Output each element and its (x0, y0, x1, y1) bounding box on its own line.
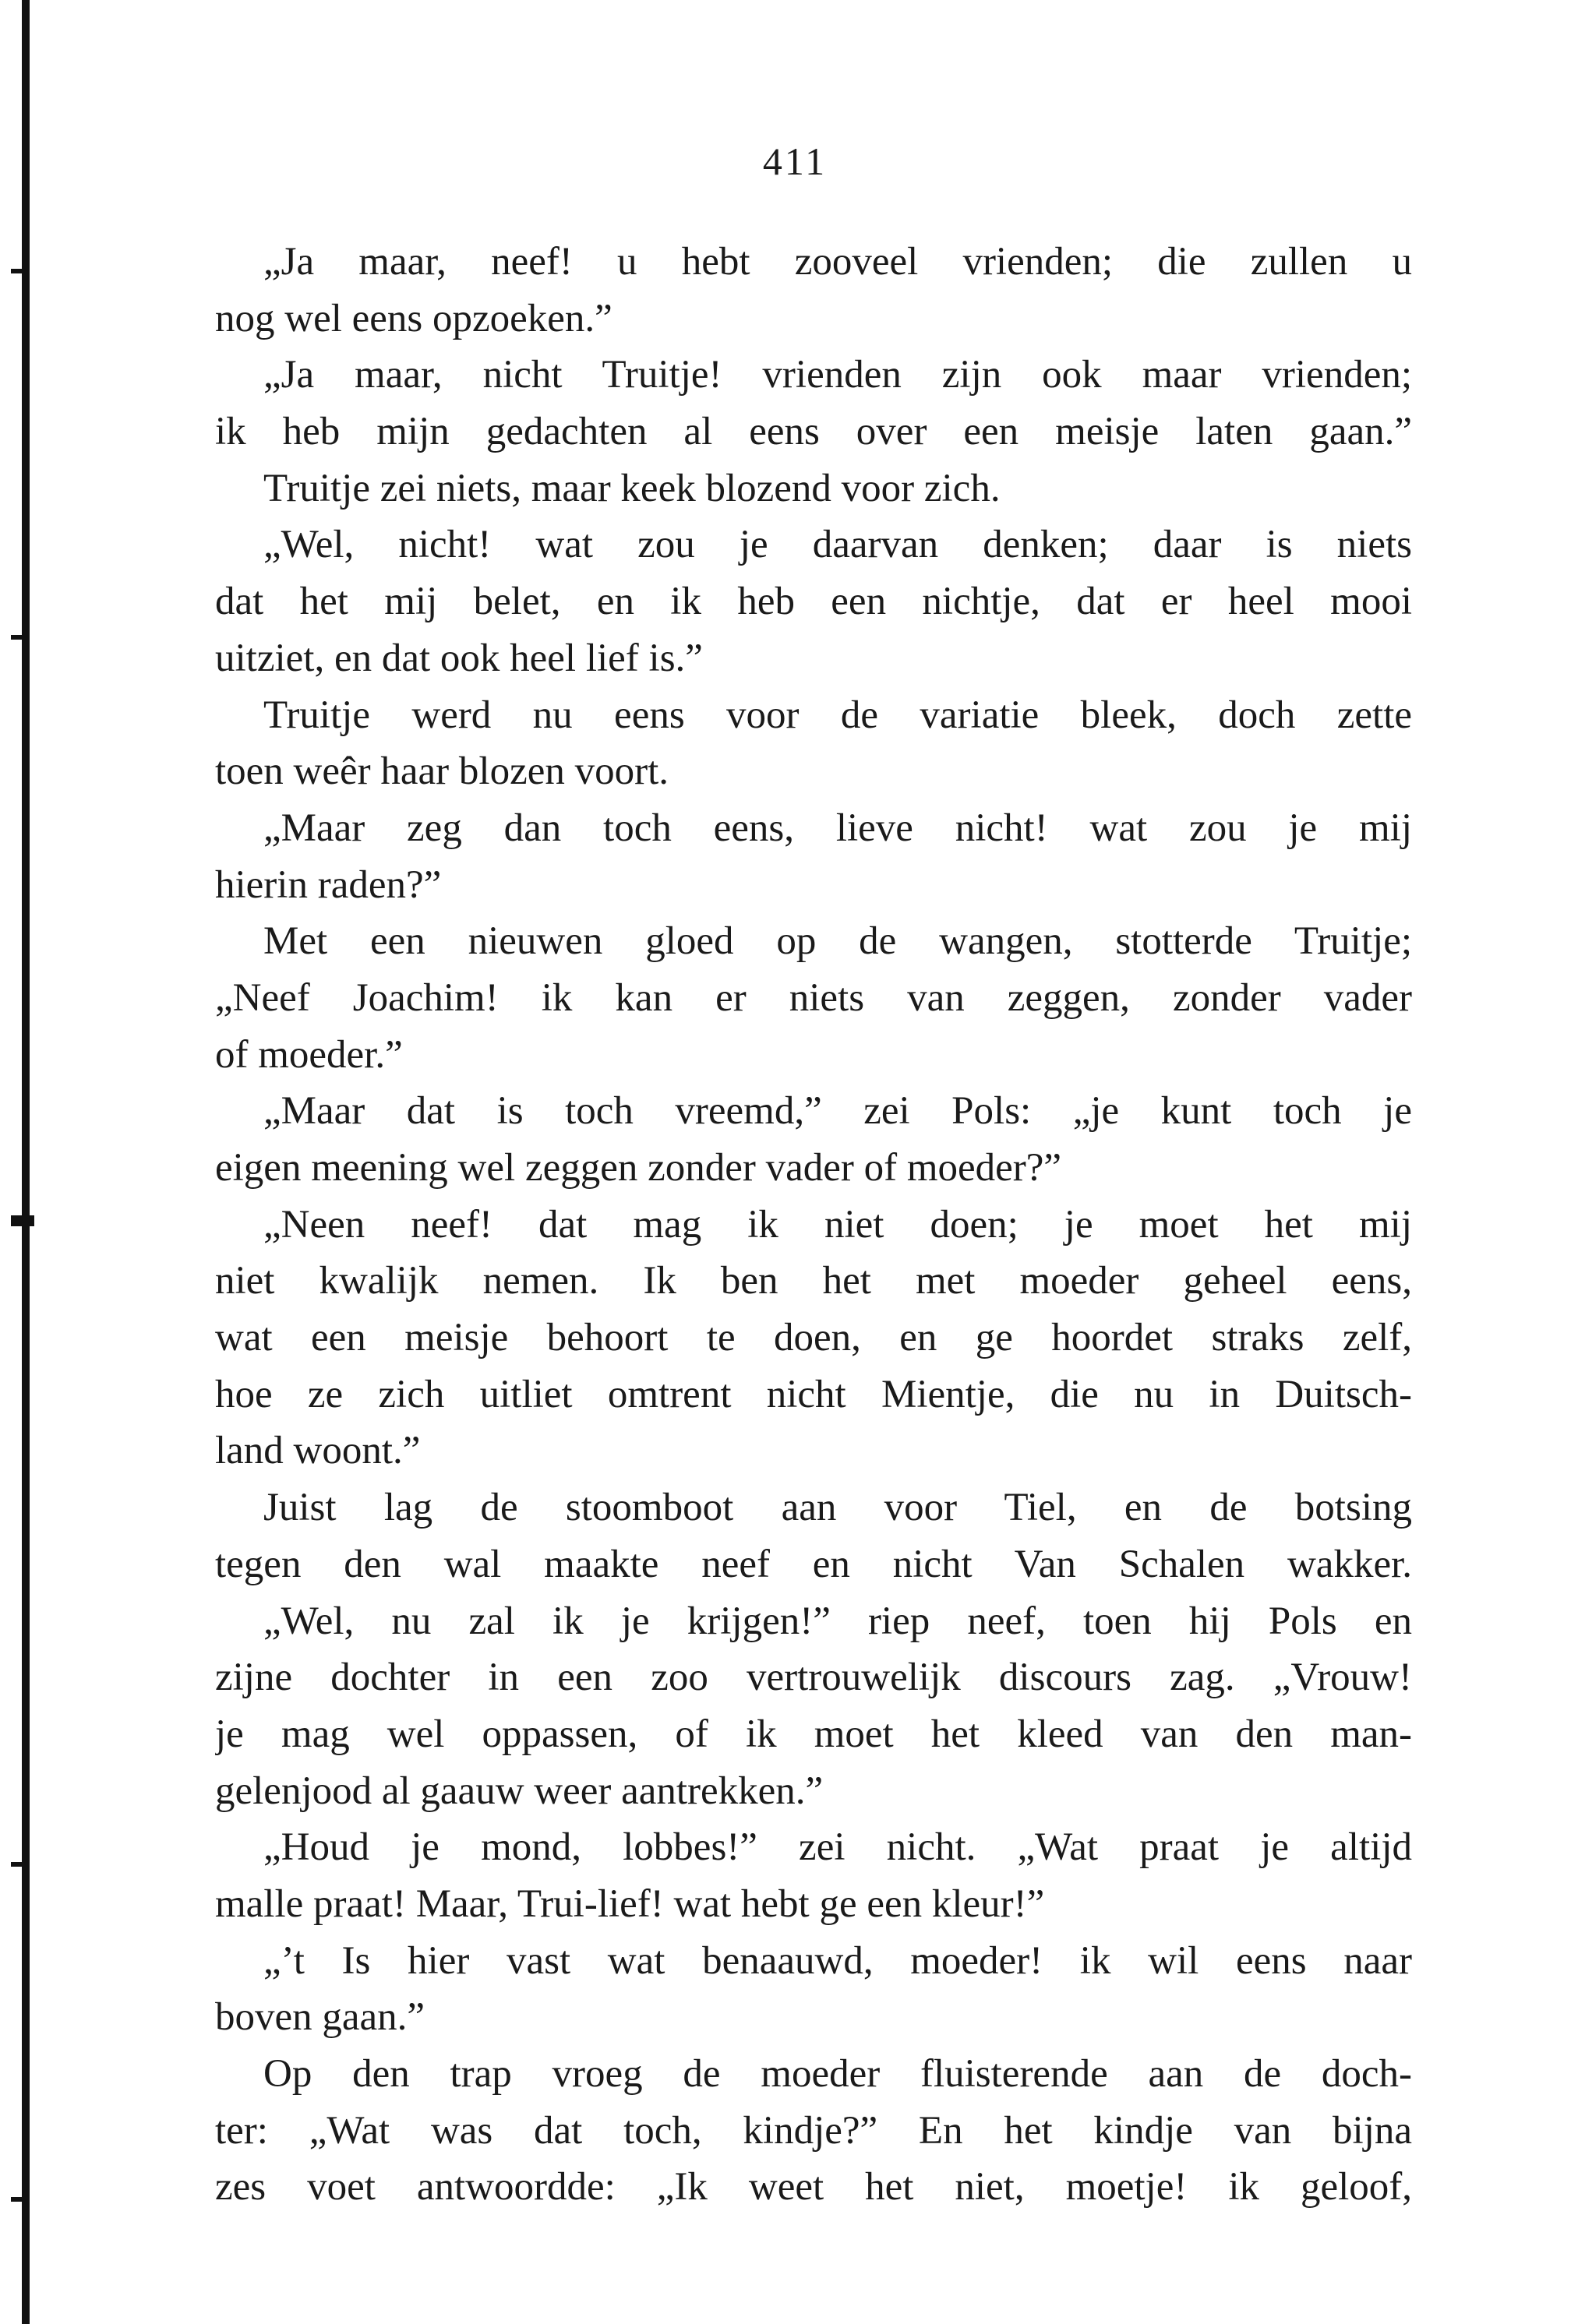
text-line: boven gaan.” (215, 1995, 425, 2040)
text-line: ik heb mijn gedachten al eens over een meisje laten gaan.” (215, 410, 1412, 454)
text-line: land woont.” (215, 1429, 421, 1473)
text-line: gelenjood al gaauw weer aantrekken.” (215, 1769, 824, 1813)
body-text (215, 234, 1412, 2216)
edge-mark (11, 1215, 34, 1226)
text-line: nog wel eens opzoeken.” (215, 296, 612, 340)
text-line: zijne dochter in een zoo vertrouwelijk discours zag. „Vrouw! (215, 1656, 1412, 1700)
edge-mark (11, 635, 30, 640)
text-line: ter: „Wat was dat toch, kindje?” En het kindje van bijna (215, 2108, 1412, 2153)
text-line: eigen meening wel zeggen zonder vader of moeder?” (215, 1146, 1062, 1190)
text-line: hoe ze zich uitliet omtrent nicht Mientje, die nu in Duitsch- (215, 1372, 1412, 1416)
text-line: „Wel, nu zal ik je krijgen!” riep neef, toen hij Pols en (263, 1599, 1412, 1643)
text-line: „Ja maar, nicht Truitje! vrienden zijn ook maar vrienden; (263, 353, 1412, 397)
text-line: je mag wel oppassen, of ik moet het kleed van den man- (215, 1712, 1412, 1756)
text-line: zes voet antwoordde: „Ik weet het niet, moetje! ik geloof, (215, 2165, 1412, 2209)
text-line: Truitje zei niets, maar keek blozend voor zich. (263, 466, 1001, 510)
text-line: malle praat! Maar, Trui-lief! wat hebt ge een kleur!” (215, 1881, 1045, 1926)
text-line: tegen den wal maakte neef en nicht Van Schalen wakker. (215, 1542, 1412, 1586)
text-line: toen weêr haar blozen voort. (215, 749, 669, 794)
text-line: Truitje werd nu eens voor de variatie bleek, doch zette (263, 693, 1412, 737)
edge-mark (11, 2197, 30, 2202)
text-line: „Wel, nicht! wat zou je daarvan denken; daar is niets (263, 523, 1412, 567)
text-line: hierin raden?” (215, 862, 442, 907)
text-line: Op den trap vroeg de moeder fluisterende aan de doch- (263, 2052, 1412, 2096)
text-line: niet kwalijk nemen. Ik ben het met moeder geheel eens, (215, 1259, 1412, 1303)
text-line: Met een nieuwen gloed op de wangen, stotterde Truitje; (263, 919, 1412, 964)
text-line: Juist lag de stoomboot aan voor Tiel, en de botsing (263, 1486, 1412, 1530)
text-line: of moeder.” (215, 1032, 403, 1077)
text-line: „Maar zeg dan toch eens, lieve nicht! wat zou je mij (263, 806, 1412, 850)
text-line: „Neef Joachim! ik kan er niets van zeggen, zonder vader (215, 975, 1412, 1020)
text-line: uitziet, en dat ook heel lief is.” (215, 636, 703, 680)
text-line: dat het mij belet, en ik heb een nichtje, dat er heel mooi (215, 580, 1412, 624)
page-number: 411 (762, 139, 828, 183)
text-line: „Maar dat is toch vreemd,” zei Pols: „je kunt toch je (263, 1089, 1412, 1134)
text-line: „’t Is hier vast wat benaauwd, moeder! ik wil eens naar (263, 1938, 1412, 1983)
edge-mark (11, 1862, 30, 1867)
text-line: „Houd je mond, lobbes!” zei nicht. „Wat praat je altijd (263, 1825, 1412, 1870)
text-line: wat een meisje behoort te doen, en ge hoordet straks zelf, (215, 1316, 1412, 1360)
edge-mark (11, 269, 30, 273)
text-line: „Neen neef! dat mag ik niet doen; je moet het mij (263, 1202, 1412, 1247)
text-line: „Ja maar, neef! u hebt zooveel vrienden; die zullen u (263, 240, 1412, 284)
binding-edge-line (22, 0, 30, 2324)
